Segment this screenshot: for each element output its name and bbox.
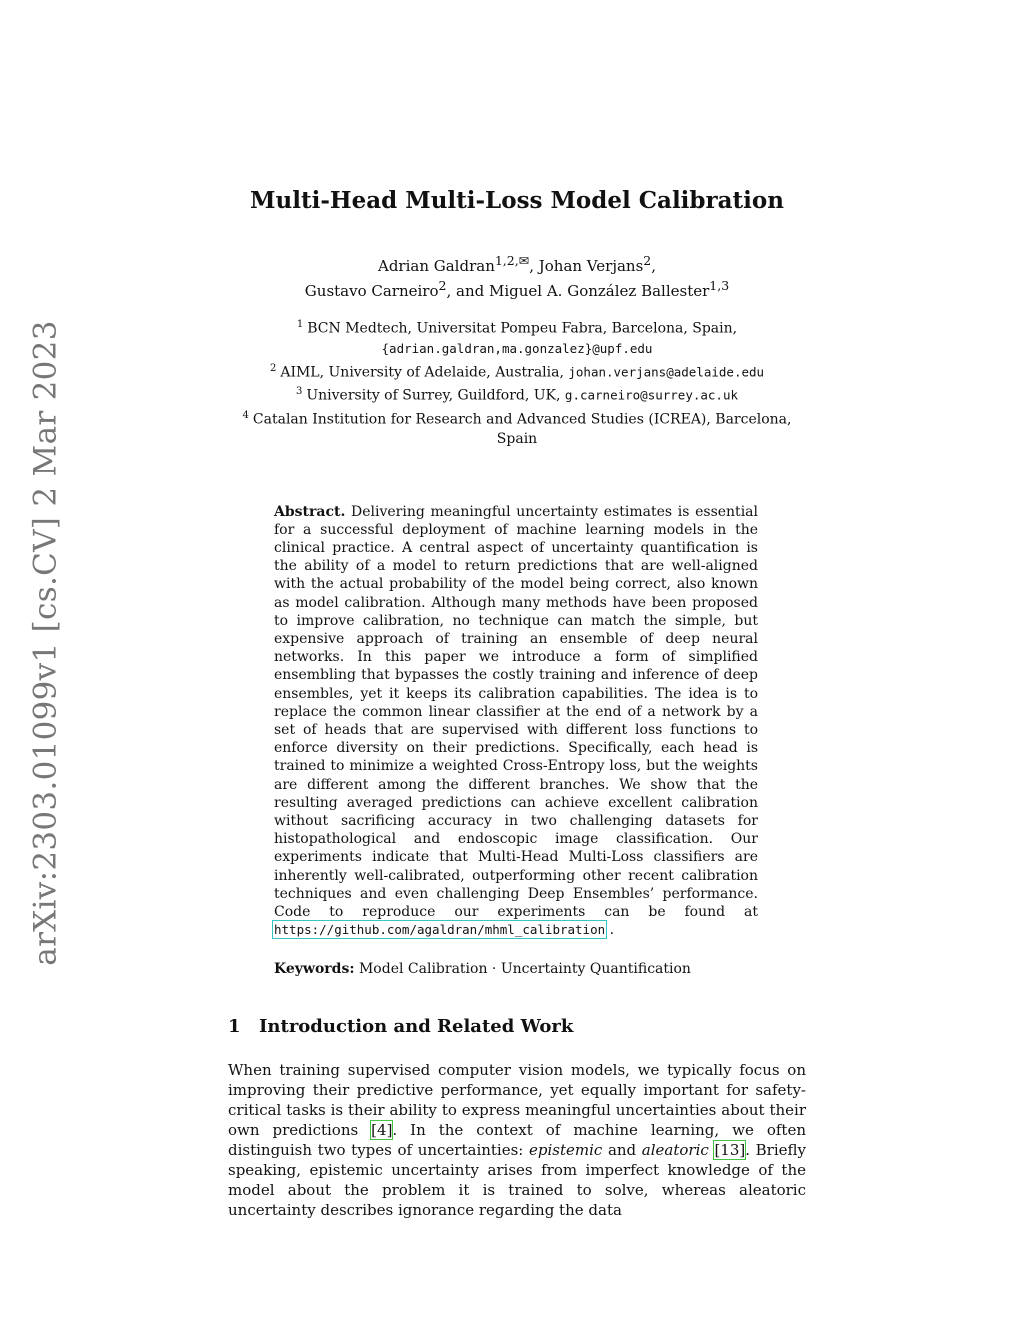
author-affil-marker: 1,3 (709, 278, 730, 293)
author-name: Miguel A. González Ballester (488, 282, 710, 300)
author-name: Adrian Galdran (377, 257, 495, 275)
paper-title: Multi-Head Multi-Loss Model Calibration (250, 187, 784, 214)
affiliation-item (228, 382, 806, 406)
keywords-text: Model Calibration · Uncertainty Quantification (358, 960, 691, 977)
affiliation-number: 4 (242, 409, 249, 421)
keywords (274, 960, 758, 978)
code-repository-link[interactable]: https://github.com/agaldran/mhml_calibration (274, 922, 606, 938)
author-separator: , (651, 257, 656, 275)
intro-emphasis: aleatoric (641, 1140, 709, 1159)
section-number: 1 (228, 1015, 241, 1037)
affiliation-item (228, 359, 806, 383)
citation-link[interactable]: [4] (371, 1120, 393, 1139)
affiliation-text: Catalan Institution for Research and Advanced Studies (ICREA), Barcelona, Spain (252, 411, 792, 447)
author-affil-marker: 1,2,✉ (494, 253, 530, 268)
intro-text: and (602, 1140, 642, 1159)
author-affil-marker: 2 (438, 278, 447, 293)
affiliation-list (228, 315, 806, 449)
abstract (274, 503, 758, 940)
affiliation-email: g.carneiro@surrey.ac.uk (564, 387, 739, 403)
author-separator: , (529, 257, 539, 275)
keywords-label: Keywords: (274, 960, 355, 977)
intro-paragraph (228, 1060, 806, 1220)
author-separator: , and (446, 282, 489, 300)
affiliation-item (228, 406, 806, 449)
affiliation-email: {adrian.galdran,ma.gonzalez}@upf.edu (381, 340, 653, 356)
citation-link[interactable]: [13] (714, 1140, 746, 1159)
intro-text: When training supervised computer vision models, we typically focus on improving their predictive performance, yet equally important for safety-critical tasks is their ability to express meaningful uncertainties about their own predictions (228, 1060, 806, 1139)
affiliation-number: 2 (269, 362, 277, 374)
author-affil-marker: 2 (643, 253, 652, 268)
arxiv-identifier-text: arXiv:2303.01099v1 [cs.CV] 2 Mar 2023 (28, 319, 64, 966)
affiliation-number: 1 (296, 319, 304, 330)
affiliation-item (228, 315, 806, 359)
affiliation-number: 3 (295, 386, 303, 398)
intro-text: . In the context of machine learning, we often distinguish two types of uncertainties: (228, 1120, 806, 1159)
affiliation-text: BCN Medtech, Universitat Pompeu Fabra, Barcelona, Spain, (307, 320, 738, 337)
affiliation-text: AIML, University of Adelaide, Australia, (280, 364, 569, 381)
intro-emphasis: epistemic (529, 1140, 603, 1159)
affiliation-email: johan.verjans@adelaide.edu (568, 364, 765, 380)
abstract-label: Abstract. (274, 503, 346, 520)
author-list (228, 251, 806, 301)
section-title: Introduction and Related Work (259, 1015, 574, 1037)
abstract-text: Delivering meaningful uncertainty estimates is essential for a successful deployment of machine learning models in the clinical practice. A central aspect of uncertainty quantification is the ability of a model to return predictions that are well-aligned with the actual probability of the model being correct, also known as model calibration. Although many methods have been proposed to improve calibration, no technique can match the simple, but expensive approach of training an ensemble of deep neural networks. In this paper we introduce a form of simplified ensembling that bypasses the costly training and inference of deep ensembles, yet it keeps its calibration capabilities. The idea is to replace the common linear classifier at the end of a network by a set of heads that are supervised with different loss functions to enforce diversity on their predictions. Specifically, each head is trained to minimize a weighted Cross-Entropy loss, but the weights are different among the different branches. We show that the resulting averaged predictions can achieve excellent calibration without sacrificing accuracy in two challenging datasets for histopathological and endoscopic image classification. Our experiments indicate that Multi-Head Multi-Loss classifiers are inherently well-calibrated, outperforming other recent calibration techniques and even challenging Deep Ensembles’ performance. Code to reproduce our experiments can be found at (274, 503, 758, 921)
abstract-end-punctuation: . (605, 922, 615, 939)
section-heading (228, 1015, 806, 1039)
author-name: Johan Verjans (538, 257, 644, 275)
affiliation-text: University of Surrey, Guildford, UK, (306, 387, 565, 404)
intro-text: . Briefly speaking, epistemic uncertainty arises from imperfect knowledge of the model about the problem it is trained to solve, whereas aleatoric uncertainty describes ignorance regarding the data (228, 1140, 806, 1219)
paper-page (228, 184, 806, 1220)
author-name: Gustavo Carneiro (304, 282, 439, 300)
arxiv-identifier (18, 319, 74, 966)
